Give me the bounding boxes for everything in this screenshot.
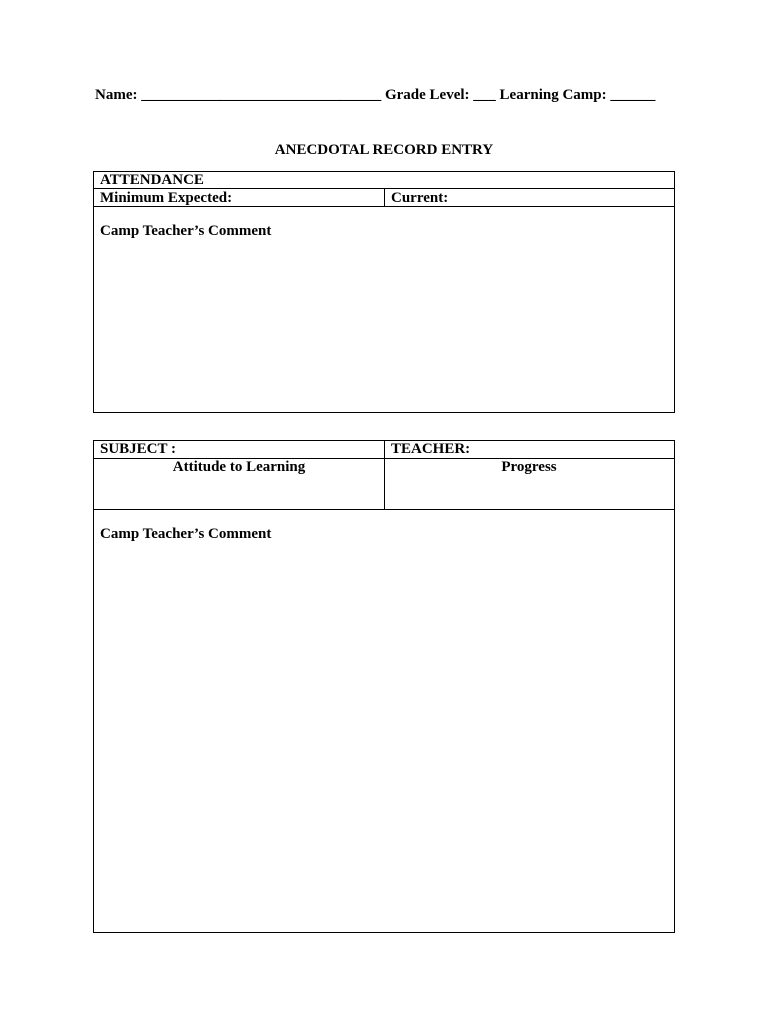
current-label: Current: [391,190,449,206]
progress-label: Progress [501,459,557,475]
divider [94,509,674,510]
divider [94,206,674,207]
column-divider [384,188,385,206]
subject-section [93,440,675,933]
subject-label: SUBJECT : [100,441,176,457]
attendance-comment-area[interactable] [94,242,674,410]
document-title: ANECDOTAL RECORD ENTRY [274,142,494,158]
student-info-line: Name: ________________________________ Grade Level: ___ Learning Camp: ______ [95,87,656,103]
attendance-heading: ATTENDANCE [100,172,204,188]
attitude-entry-area[interactable] [94,477,384,509]
subject-comment-area[interactable] [94,545,674,930]
attendance-comment-label: Camp Teacher’s Comment [100,223,272,239]
teacher-label: TEACHER: [391,441,471,457]
attendance-section [93,171,675,413]
progress-entry-area[interactable] [385,477,674,509]
attitude-to-learning-label: Attitude to Learning [172,459,306,475]
minimum-expected-label: Minimum Expected: [100,190,233,206]
subject-comment-label: Camp Teacher’s Comment [100,526,272,542]
